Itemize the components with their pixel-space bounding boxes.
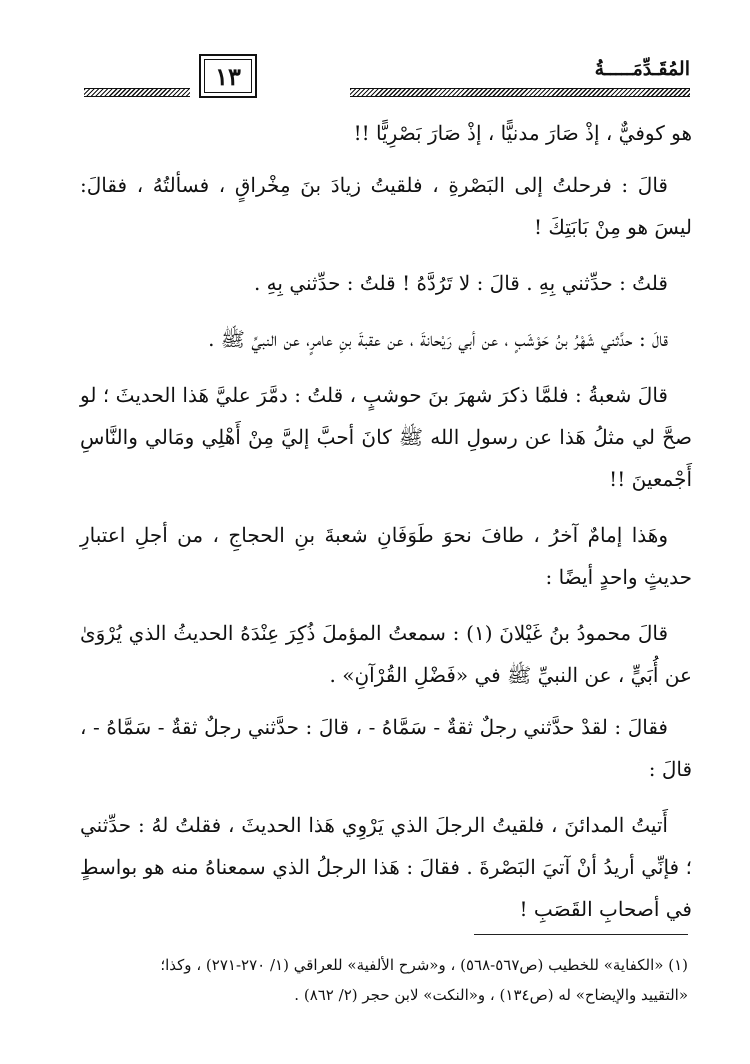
paragraph-5: قالَ شعبةُ : فلمَّا ذكرَ شهرَ بنَ حوشبٍ ، قلتُ : دمَّرَ عليَّ هَذا الحديثَ ؛ لو صحَّ لي مثلُ هَذا عن رسولِ الله ﷺ كانَ أحبَّ إليَّ مِنْ أَهْلِي ومَالي والنَّاسِ أَجْمعينَ !! [80, 383, 692, 491]
paragraph-9: أَتيتُ المدائنَ ، فلقيتُ الرجلَ الذي يَرْوِي هَذا الحديثَ ، فقلتُ لهُ : حدِّثني ؛ فإنِّي أريدُ أنْ آتيَ البَصْرةَ . فقالَ : هَذا الرجلُ الذي سمعناهُ منه هو بواسطٍ في أصحابِ القَصَبِ ! [80, 813, 692, 921]
paragraph-6: وهَذا إمامٌ آخرُ ، طافَ نحوَ طَوَفَانِ شعبةَ بنِ الحجاجِ ، من أجلِ اعتبارِ حديثٍ واحدٍ أيضًا : [80, 523, 692, 589]
footnotes [62, 950, 688, 1010]
paragraph-8: فقالَ : لقدْ حدَّثني رجلٌ ثقةٌ - سَمَّاهُ - ، قالَ : حدَّثني رجلٌ ثقةٌ - سَمَّاهُ - ، قالَ : [80, 715, 692, 781]
header-decorative-rule-left [84, 88, 190, 97]
paragraph-3: قلتُ : حدِّثني بِهِ . قالَ : لا تَرُدَّهُ ! قلتُ : حدِّثني بِهِ . [253, 271, 668, 295]
page-number: ١٣ [199, 54, 257, 98]
footnote-1-line-1: (١) «الكفاية» للخطيب (ص٥٦٧-٥٦٨) ، و«شرح الألفية» للعراقي (١/ ٢٧٠-٢٧١) ، وكذا؛ [160, 956, 688, 974]
paragraph-7: قالَ محمودُ بنُ غَيْلانَ (١) : سمعتُ المؤملَ ذُكِرَ عِنْدَهُ الحديثُ الذي يُرْوَىٰ عن أُبَيٍّ ، عن النبيِّ ﷺ في «فَضْلِ القُرْآنِ» . [80, 621, 692, 687]
main-text [80, 112, 692, 930]
running-title: المُقَـدِّمَـــــةُ [594, 58, 690, 80]
footnote-1-line-2: «التقييد والإيضاح» له (ص١٣٤) ، و«النكت» لابن حجر (٢/ ٨٦٢) . [294, 986, 688, 1004]
paragraph-2: قالَ : فرحلتُ إلى البَصْرةِ ، فلقيتُ زيادَ بنَ مِخْراقٍ ، فسألتُهُ ، فقالَ: ليسَ هو مِنْ بَابَتِكَ ! [80, 173, 692, 239]
footnote-separator [474, 934, 688, 935]
header-decorative-rule-right [350, 88, 690, 97]
paragraph-1: هو كوفيٌّ ، إذْ صَارَ مدنيًّا ، إذْ صَارَ بَصْرِيًّا !! [353, 121, 692, 145]
paragraph-4: قالَ : حدَّثني شَهْرُ بنُ حَوْشَبٍ ، عن أبي رَيْحانةَ ، عن عقبةَ بنِ عامرٍ، عن النبيِّ ﷺ . [208, 327, 668, 351]
page-header [84, 52, 690, 102]
